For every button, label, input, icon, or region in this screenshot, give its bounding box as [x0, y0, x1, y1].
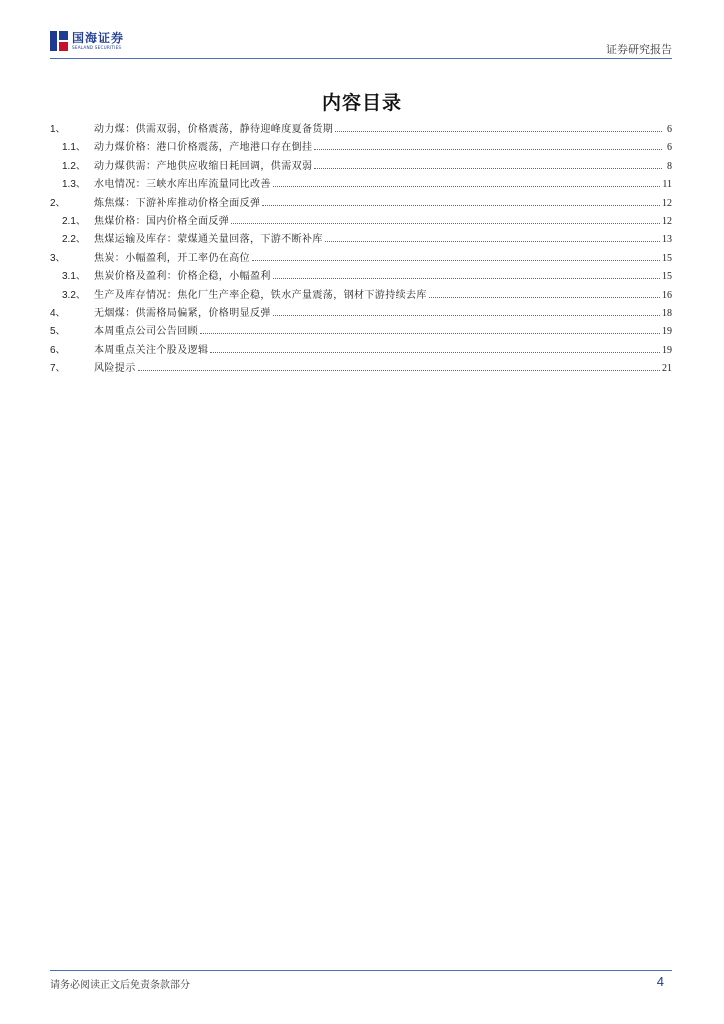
page-number: 4 [656, 974, 664, 989]
toc-entry-page: 21 [662, 363, 672, 375]
page-title: 内容目录 [321, 92, 402, 114]
toc-entry-title: 动力煤：供需双弱，价格震荡，静待迎峰度夏备货期 [94, 124, 334, 135]
toc-entry-title: 焦炭价格及盈利：价格企稳，小幅盈利 [94, 271, 271, 283]
toc-entry-number: 5、 [50, 326, 66, 338]
toc-entry-number: 3.2、 [62, 289, 86, 301]
toc-entry-page: 11 [662, 179, 672, 191]
table-of-contents [50, 120, 672, 377]
toc-leader-dots [252, 259, 660, 261]
toc-leader-dots [210, 351, 660, 353]
logo-mark-icon [50, 31, 68, 51]
toc-entry-number: 7、 [50, 363, 66, 375]
toc-entry-title: 水电情况：三峡水库出库流量同比改善 [94, 179, 271, 191]
toc-entry-title: 焦炭：小幅盈利，开工率仍在高位 [94, 252, 250, 264]
toc-entry-page: 12 [662, 197, 672, 209]
toc-entry-page: 12 [662, 215, 672, 227]
footer-divider [50, 970, 672, 971]
toc-entry-page: 19 [662, 344, 672, 356]
toc-entry-title: 本周重点关注个股及逻辑 [94, 344, 209, 356]
toc-entry-page: 16 [662, 289, 672, 301]
toc-entry-page: 13 [662, 234, 672, 246]
company-logo [50, 30, 124, 52]
toc-leader-dots [335, 130, 662, 132]
toc-leader-dots [262, 204, 660, 206]
toc-entry[interactable] [50, 304, 672, 322]
report-type-label: 证券研究报告 [606, 43, 672, 56]
toc-entry-number: 1.2、 [62, 160, 86, 172]
toc-entry[interactable] [50, 359, 672, 377]
toc-entry[interactable] [50, 212, 672, 230]
toc-entry-number: 3.1、 [62, 271, 86, 283]
toc-leader-dots [200, 332, 660, 334]
toc-entry-number: 2.1、 [62, 215, 86, 227]
toc-entry-page: 6 [667, 142, 672, 154]
toc-entry[interactable] [50, 230, 672, 248]
toc-entry-title: 本周重点公司公告回顾 [94, 326, 198, 338]
toc-entry-page: 18 [662, 307, 672, 319]
toc-entry-page: 6 [667, 124, 672, 135]
toc-leader-dots [325, 240, 660, 242]
toc-leader-dots [429, 296, 660, 298]
toc-leader-dots [314, 167, 662, 169]
toc-entry-number: 2、 [50, 197, 66, 209]
logo-text-cn: 国海证券 [72, 31, 125, 45]
toc-entry-number: 4、 [50, 307, 66, 319]
toc-entry[interactable] [50, 341, 672, 359]
toc-entry-number: 1.1、 [62, 142, 86, 154]
toc-entry[interactable] [50, 267, 672, 285]
page-header [50, 28, 672, 58]
toc-entry[interactable] [50, 138, 672, 156]
toc-entry-title: 动力煤价格：港口价格震荡，产地港口存在倒挂 [94, 142, 313, 154]
toc-entry-number: 1、 [50, 124, 66, 135]
toc-entry-page: 15 [662, 271, 672, 283]
toc-entry-number: 6、 [50, 344, 66, 356]
toc-entry[interactable] [50, 194, 672, 212]
toc-entry-title: 风险提示 [94, 363, 136, 375]
toc-leader-dots [273, 277, 660, 279]
toc-entry-number: 1.3、 [62, 179, 86, 191]
toc-entry-title: 生产及库存情况：焦化厂生产率企稳，铁水产量震荡，钢材下游持续去库 [94, 289, 427, 301]
footer-disclaimer: 请务必阅读正文后免责条款部分 [50, 980, 190, 991]
toc-entry-title: 无烟煤：供需格局偏紧，价格明显反弹 [94, 307, 271, 319]
toc-entry-page: 8 [667, 160, 672, 172]
toc-entry-number: 3、 [50, 252, 66, 264]
header-divider [50, 58, 672, 59]
toc-leader-dots [231, 222, 660, 224]
toc-entry-page: 15 [662, 252, 672, 264]
toc-leader-dots [314, 148, 662, 150]
toc-entry-title: 动力煤供需：产地供应收缩日耗回调，供需双弱 [94, 160, 313, 172]
logo-text-en: SEALAND SECURITIES [72, 45, 122, 50]
toc-entry-number: 2.2、 [62, 234, 86, 246]
toc-entry[interactable] [50, 157, 672, 175]
toc-leader-dots [273, 314, 660, 316]
toc-entry[interactable] [50, 175, 672, 193]
toc-entry[interactable] [50, 120, 672, 138]
toc-entry-title: 焦煤运输及库存：蒙煤通关量回落，下游不断补库 [94, 234, 323, 246]
toc-entry[interactable] [50, 286, 672, 304]
toc-leader-dots [138, 369, 660, 371]
toc-leader-dots [273, 185, 661, 187]
toc-entry[interactable] [50, 249, 672, 267]
toc-entry-page: 19 [662, 326, 672, 338]
toc-entry[interactable] [50, 322, 672, 340]
toc-entry-title: 焦煤价格：国内价格全面反弹 [94, 215, 230, 227]
toc-entry-title: 炼焦煤：下游补库推动价格全面反弹 [94, 197, 261, 209]
